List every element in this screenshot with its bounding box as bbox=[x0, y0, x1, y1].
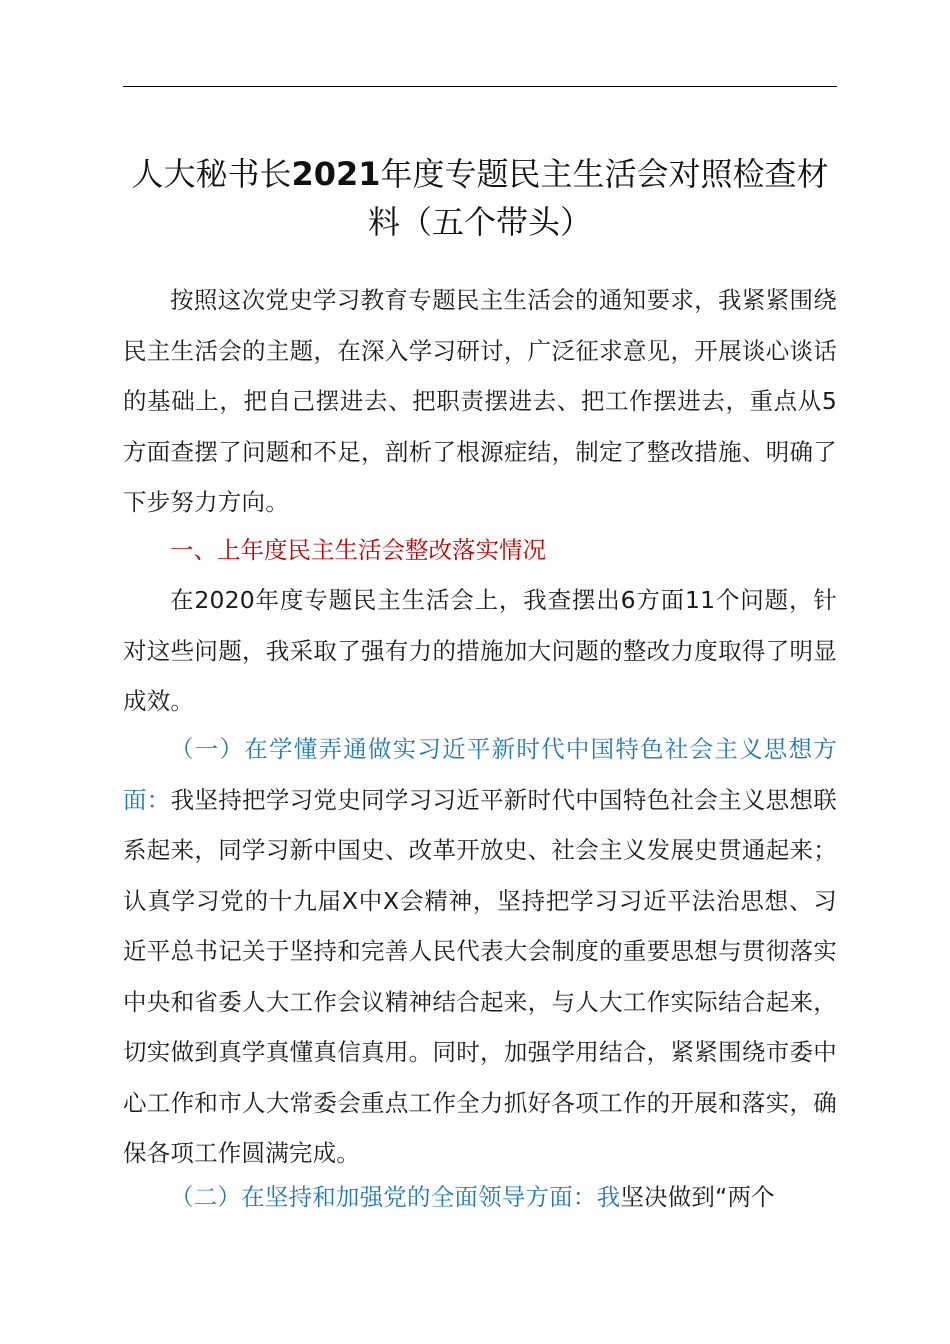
item2-paragraph bbox=[123, 1172, 837, 1223]
title-year: 2021 bbox=[291, 155, 381, 193]
section-intro-paragraph: 在2020年度专题民主生活会上，我查摆出6方面11个问题，针对这些问题，我采取了强有力的措施加大问题的整改力度取得了明显成效。 bbox=[123, 586, 837, 715]
item1-paragraph bbox=[123, 724, 837, 1179]
title-part2: 年度专题民主生活会对照检查材料（五个带头） bbox=[367, 155, 829, 241]
item2-body: 坚决做到“两个 bbox=[620, 1183, 775, 1211]
item1-body: 我坚持把学习党史同学习习近平新时代中国特色社会主义思想联系起来，同学习新中国史、改革开放史、社会主义发展史贯通起来；认真学习党的十九届X中X会精神，坚持把学习习近平法治思想、习近平总书记关于坚持和完善人民代表大会制度的重要思想与贯彻落实中央和省委人大工作会议精神结合起来，与人大工作实际结合起来，切实做到真学真懂真信真用。同时，加强学用结合，紧紧围绕市委中心工作和市人大常委会重点工作全力抓好各项工作的开展和落实，确保各项工作圆满完成。 bbox=[123, 785, 837, 1167]
item2-heading: （二）在坚持和加强党的全面领导方面：我 bbox=[170, 1183, 621, 1211]
document-title bbox=[123, 150, 837, 246]
header-rule bbox=[123, 86, 837, 87]
item1-heading: （一）在学懂弄通做实习近平新时代中国特色社会主义思想方面： bbox=[123, 735, 837, 814]
title-part1: 人大秘书长 bbox=[131, 155, 292, 193]
section-heading: 一、上年度民主生活会整改落实情况 bbox=[170, 536, 546, 564]
intro-paragraph: 按照这次党史学习教育专题民主生活会的通知要求，我紧紧围绕民主生活会的主题，在深入学习研讨，广泛征求意见，开展谈心谈话的基础上，把自己摆进去、把职责摆进去、把工作摆进去，重点从5方面查摆了问题和不足，剖析了根源症结，制定了整改措施、明确了下步努力方向。 bbox=[123, 286, 837, 516]
